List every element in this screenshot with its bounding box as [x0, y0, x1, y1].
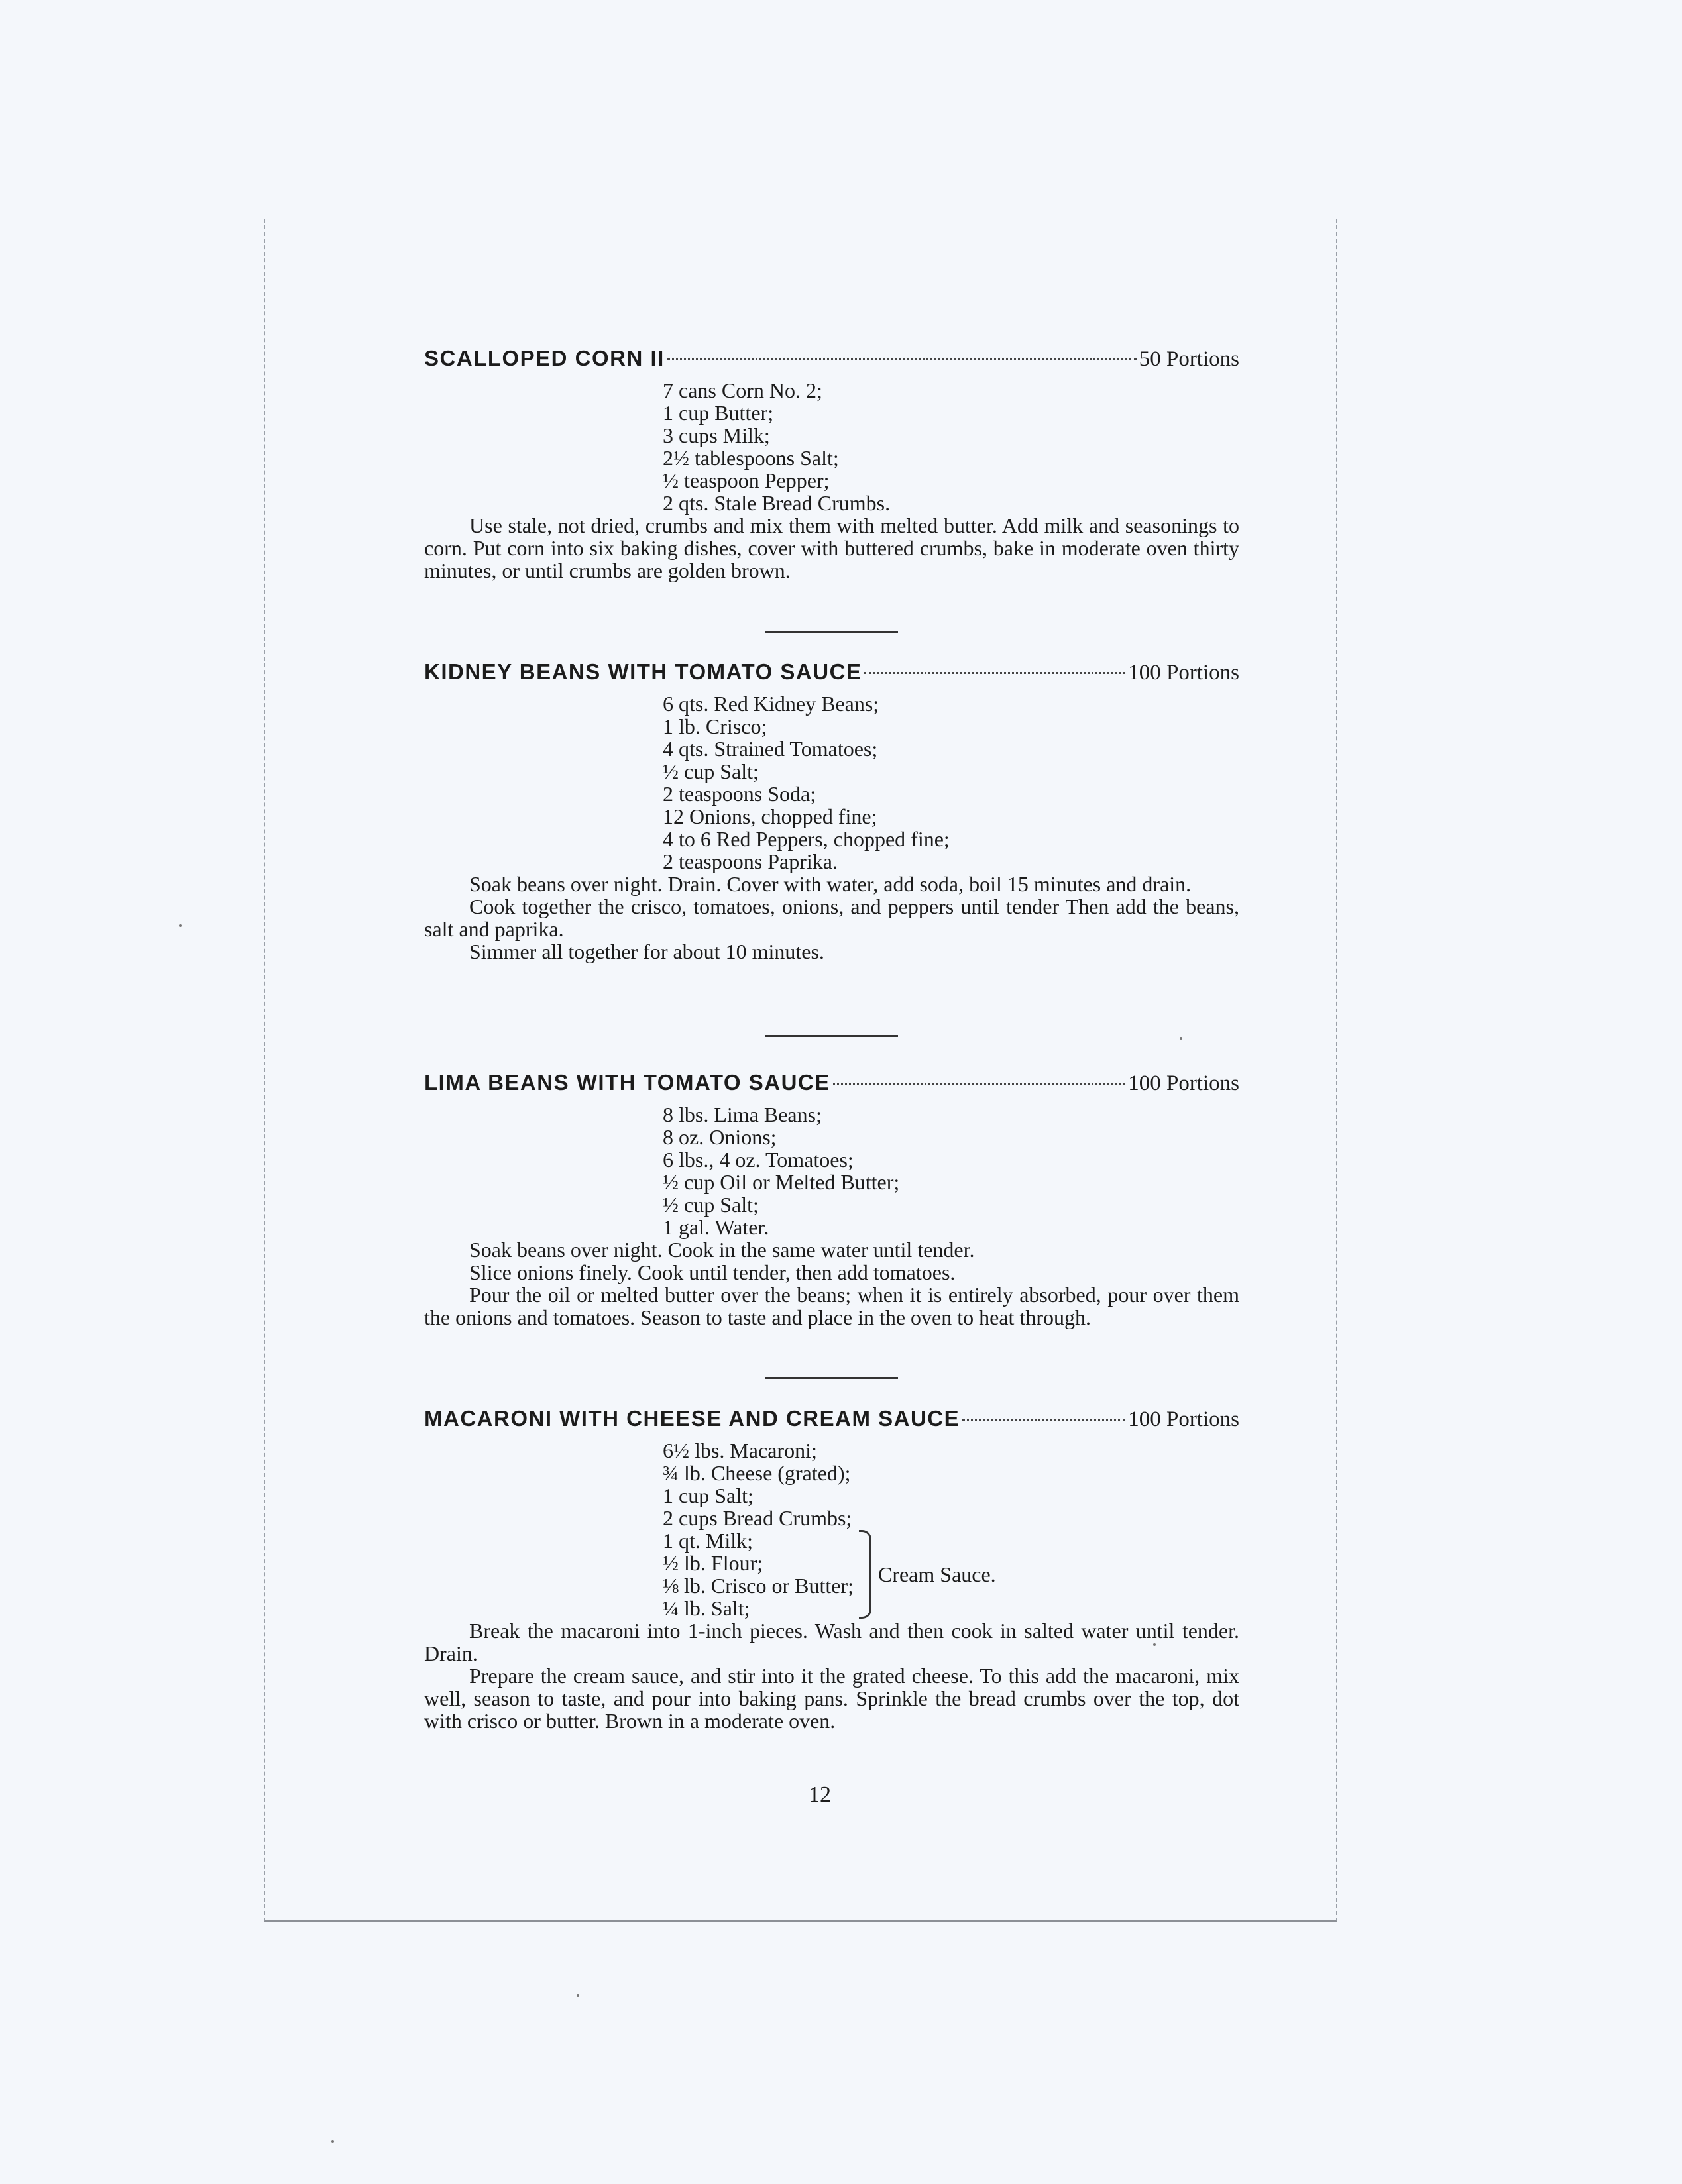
- ingredient: 1 cup Butter;: [663, 401, 774, 425]
- ingredient: 2 qts. Stale Bread Crumbs.: [663, 491, 891, 515]
- section-divider: [765, 1035, 898, 1037]
- cream-sauce-group: [424, 1529, 1239, 1619]
- recipe-title: SCALLOPED CORN II: [424, 346, 665, 370]
- method-paragraph: Prepare the cream sauce, and stir into it the grated cheese. To this add the macaroni, mix well, season to taste, and pour into baking pans. Sprinkle the bread crumbs over the top, dot with crisco or butter. Brown in a moderate oven.: [424, 1664, 1239, 1733]
- ingredient: 2½ tablespoons Salt;: [663, 446, 839, 470]
- scan-speck: [1153, 1643, 1156, 1646]
- scan-speck: [179, 924, 182, 927]
- recipe-portions: 50 Portions: [1139, 347, 1239, 371]
- method-paragraph: Use stale, not dried, crumbs and mix them with melted butter. Add milk and seasonings to corn. Put corn into six baking dishes, cover with buttered crumbs, bake in moderate oven thirty minutes, or until crumbs are golden brown.: [424, 514, 1239, 582]
- recipe-header: [424, 1406, 1239, 1439]
- recipe-title: MACARONI WITH CHEESE AND CREAM SAUCE: [424, 1406, 960, 1431]
- ingredient: 4 to 6 Red Peppers, chopped fine;: [663, 827, 950, 851]
- recipe-header: [424, 659, 1239, 692]
- section-divider: [765, 631, 898, 633]
- ingredient: 1 gal. Water.: [663, 1215, 769, 1239]
- dot-leader: [667, 358, 1137, 360]
- method-paragraph: Simmer all together for about 10 minutes.: [469, 940, 824, 963]
- scan-speck: [1180, 1037, 1182, 1040]
- method-paragraph: Soak beans over night. Cook in the same water until tender.: [469, 1238, 975, 1262]
- method-paragraph: Slice onions finely. Cook until tender, then add tomatoes.: [469, 1260, 956, 1284]
- section-divider: [765, 1377, 898, 1379]
- ingredient: 6½ lbs. Macaroni;: [663, 1439, 817, 1462]
- dot-leader: [864, 672, 1125, 674]
- ingredient: ½ cup Salt;: [663, 1193, 759, 1217]
- recipe-portions: 100 Portions: [1128, 661, 1239, 684]
- ingredient-list: [424, 1103, 1239, 1238]
- method-paragraph: Break the macaroni into 1-inch pieces. Wash and then cook in salted water until tender. Drain.: [424, 1619, 1239, 1665]
- dot-leader: [833, 1083, 1125, 1085]
- ingredient: ½ teaspoon Pepper;: [663, 468, 830, 492]
- dot-leader: [962, 1419, 1125, 1421]
- sauce-ingredient-list: [663, 1529, 854, 1619]
- ingredient: 1 lb. Crisco;: [663, 714, 767, 738]
- scan-speck: [577, 1994, 579, 1997]
- ingredient: ¾ lb. Cheese (grated);: [663, 1461, 851, 1485]
- recipe-method: [424, 1238, 1239, 1329]
- ingredient: 2 teaspoons Soda;: [663, 782, 816, 806]
- ingredient: 8 lbs. Lima Beans;: [663, 1103, 822, 1126]
- ingredient: 1 qt. Milk;: [663, 1529, 754, 1553]
- curly-brace-icon: [859, 1530, 871, 1619]
- recipe-portions: 100 Portions: [1128, 1407, 1239, 1431]
- recipe-header: [424, 1070, 1239, 1103]
- recipe-scalloped-corn: [424, 346, 1239, 582]
- ingredient: 2 cups Bread Crumbs;: [663, 1506, 852, 1530]
- ingredient: 6 lbs., 4 oz. Tomatoes;: [663, 1148, 854, 1172]
- recipe-kidney-beans: [424, 659, 1239, 963]
- ingredient: 6 qts. Red Kidney Beans;: [663, 692, 879, 716]
- recipe-header: [424, 346, 1239, 379]
- ingredient: 7 cans Corn No. 2;: [663, 378, 822, 402]
- ingredient: ½ cup Oil or Melted Butter;: [663, 1170, 900, 1194]
- recipe-lima-beans: [424, 1070, 1239, 1329]
- recipe-macaroni: [424, 1406, 1239, 1732]
- scan-speck: [331, 2140, 334, 2143]
- ingredient-list: [424, 379, 1239, 514]
- ingredient: 2 teaspoons Paprika.: [663, 849, 838, 873]
- recipe-method: [424, 514, 1239, 582]
- ingredient: ¼ lb. Salt;: [663, 1596, 750, 1620]
- ingredient: 4 qts. Strained Tomatoes;: [663, 737, 878, 761]
- method-paragraph: Pour the oil or melted butter over the beans; when it is entirely absorbed, pour over them the onions and tomatoes. Season to taste and place in the oven to heat through.: [424, 1283, 1239, 1329]
- ingredient: 8 oz. Onions;: [663, 1125, 777, 1149]
- recipe-method: [424, 873, 1239, 963]
- page-number: 12: [809, 1782, 831, 1807]
- ingredient: ⅛ lb. Crisco or Butter;: [663, 1574, 854, 1598]
- ingredient-list: [424, 1439, 1239, 1529]
- recipe-title: KIDNEY BEANS WITH TOMATO SAUCE: [424, 659, 862, 684]
- method-paragraph: Cook together the crisco, tomatoes, onions, and peppers until tender Then add the beans, salt and paprika.: [424, 895, 1239, 941]
- method-paragraph: Soak beans over night. Drain. Cover with water, add soda, boil 15 minutes and drain.: [469, 872, 1192, 896]
- sauce-label: Cream Sauce.: [877, 1562, 996, 1586]
- ingredient: 12 Onions, chopped fine;: [663, 804, 877, 828]
- recipe-portions: 100 Portions: [1128, 1071, 1239, 1095]
- recipe-title: LIMA BEANS WITH TOMATO SAUCE: [424, 1070, 830, 1095]
- recipe-method: [424, 1619, 1239, 1732]
- ingredient: 3 cups Milk;: [663, 423, 770, 447]
- ingredient-list: [424, 692, 1239, 873]
- ingredient: 1 cup Salt;: [663, 1484, 754, 1507]
- ingredient: ½ cup Salt;: [663, 759, 759, 783]
- ingredient: ½ lb. Flour;: [663, 1551, 763, 1575]
